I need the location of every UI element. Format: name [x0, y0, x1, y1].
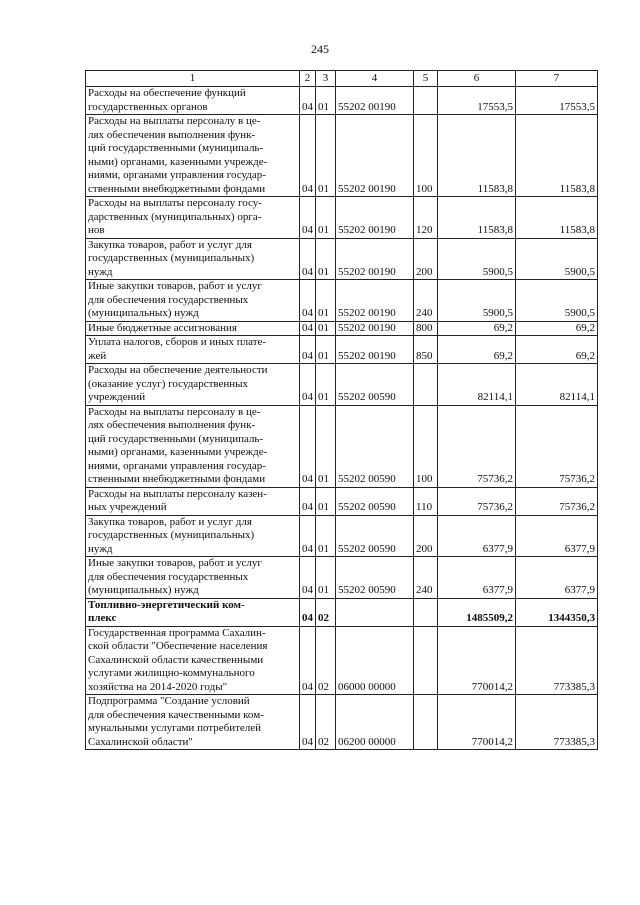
row-subsection: 02	[316, 626, 336, 695]
header-col-4: 4	[336, 71, 414, 87]
row-name: Закупка товаров, работ и услуг для государственных (муниципальных) нужд	[86, 238, 300, 280]
row-expense-type: 240	[414, 557, 438, 599]
row-subsection: 02	[316, 695, 336, 750]
row-amount-2: 773385,3	[516, 626, 598, 695]
row-amount-2: 69,2	[516, 321, 598, 336]
row-expense-type: 240	[414, 280, 438, 322]
row-name: Расходы на выплаты персоналу госу- дарственных (муниципальных) орга- нов	[86, 197, 300, 239]
row-target-code: 55202 00190	[336, 321, 414, 336]
row-amount-1: 69,2	[438, 336, 516, 364]
row-expense-type: 200	[414, 238, 438, 280]
row-subsection: 01	[316, 364, 336, 406]
row-amount-1: 82114,1	[438, 364, 516, 406]
row-target-code: 55202 00190	[336, 280, 414, 322]
row-amount-1: 69,2	[438, 321, 516, 336]
row-section: 04	[300, 87, 316, 115]
row-section: 04	[300, 280, 316, 322]
row-name: Уплата налогов, сборов и иных плате- жей	[86, 336, 300, 364]
row-amount-2: 6377,9	[516, 515, 598, 557]
row-amount-1: 75736,2	[438, 405, 516, 487]
row-subsection: 01	[316, 321, 336, 336]
row-name: Иные закупки товаров, работ и услуг для обеспечения государственных (муниципальных) нужд	[86, 557, 300, 599]
table-row	[86, 238, 598, 280]
row-expense-type: 120	[414, 197, 438, 239]
row-expense-type: 850	[414, 336, 438, 364]
row-section: 04	[300, 336, 316, 364]
row-amount-2: 75736,2	[516, 405, 598, 487]
row-expense-type	[414, 364, 438, 406]
row-name: Закупка товаров, работ и услуг для государственных (муниципальных) нужд	[86, 515, 300, 557]
row-amount-2: 5900,5	[516, 238, 598, 280]
row-section: 04	[300, 557, 316, 599]
row-amount-1: 75736,2	[438, 487, 516, 515]
row-amount-1: 5900,5	[438, 238, 516, 280]
row-target-code: 55202 00190	[336, 336, 414, 364]
row-section: 04	[300, 626, 316, 695]
table-header-row	[86, 71, 598, 87]
row-expense-type: 110	[414, 487, 438, 515]
row-subsection: 01	[316, 197, 336, 239]
row-expense-type: 100	[414, 405, 438, 487]
row-subsection: 01	[316, 238, 336, 280]
row-section: 04	[300, 695, 316, 750]
row-name: Расходы на выплаты персоналу в це- лях обеспечения выполнения функ- ций государственными (муниципаль- ными) органами, казенными учрежде- ниями, органами управления государ- ственными внебюджетными фондами	[86, 115, 300, 197]
row-name: Иные бюджетные ассигнования	[86, 321, 300, 336]
row-expense-type	[414, 87, 438, 115]
row-section: 04	[300, 405, 316, 487]
table-row	[86, 197, 598, 239]
row-amount-1: 770014,2	[438, 626, 516, 695]
row-subsection: 01	[316, 280, 336, 322]
row-amount-1: 6377,9	[438, 515, 516, 557]
row-target-code: 55202 00190	[336, 87, 414, 115]
row-amount-2: 75736,2	[516, 487, 598, 515]
row-subsection: 01	[316, 487, 336, 515]
row-amount-1: 11583,8	[438, 115, 516, 197]
budget-table	[85, 70, 598, 750]
row-subsection: 01	[316, 557, 336, 599]
row-subsection: 01	[316, 115, 336, 197]
table-row	[86, 598, 598, 626]
row-name: Иные закупки товаров, работ и услуг для обеспечения государственных (муниципальных) нужд	[86, 280, 300, 322]
row-expense-type: 200	[414, 515, 438, 557]
table-row	[86, 321, 598, 336]
row-subsection: 01	[316, 87, 336, 115]
table-row	[86, 115, 598, 197]
row-target-code: 06000 00000	[336, 626, 414, 695]
header-col-5: 5	[414, 71, 438, 87]
table-row	[86, 626, 598, 695]
table-row	[86, 487, 598, 515]
row-section: 04	[300, 364, 316, 406]
row-amount-1: 5900,5	[438, 280, 516, 322]
row-section: 04	[300, 598, 316, 626]
header-col-6: 6	[438, 71, 516, 87]
row-target-code: 55202 00590	[336, 364, 414, 406]
row-amount-2: 1344350,3	[516, 598, 598, 626]
row-subsection: 01	[316, 336, 336, 364]
row-amount-2: 11583,8	[516, 115, 598, 197]
row-subsection: 01	[316, 515, 336, 557]
row-name: Подпрограмма "Создание условий для обеспечения качественными ком- мунальными услугами потребителей Сахалинской области"	[86, 695, 300, 750]
table-row	[86, 364, 598, 406]
row-target-code: 06200 00000	[336, 695, 414, 750]
table-row	[86, 557, 598, 599]
row-target-code: 55202 00590	[336, 405, 414, 487]
row-target-code: 55202 00590	[336, 557, 414, 599]
row-target-code: 55202 00190	[336, 197, 414, 239]
header-col-1: 1	[86, 71, 300, 87]
row-section: 04	[300, 487, 316, 515]
row-subsection: 01	[316, 405, 336, 487]
row-name: Расходы на обеспечение функций государственных органов	[86, 87, 300, 115]
row-amount-2: 6377,9	[516, 557, 598, 599]
table-row	[86, 695, 598, 750]
row-amount-2: 82114,1	[516, 364, 598, 406]
row-name: Расходы на выплаты персоналу казен- ных учреждений	[86, 487, 300, 515]
table-row	[86, 280, 598, 322]
row-amount-1: 11583,8	[438, 197, 516, 239]
header-col-2: 2	[300, 71, 316, 87]
row-section: 04	[300, 238, 316, 280]
row-subsection: 02	[316, 598, 336, 626]
row-name: Государственная программа Сахалин- ской области "Обеспечение населения Сахалинской области качественными услугами жилищно-коммунального хозяйства на 2014-2020 годы"	[86, 626, 300, 695]
row-amount-2: 773385,3	[516, 695, 598, 750]
row-section: 04	[300, 321, 316, 336]
page-number: 245	[311, 42, 329, 56]
header-col-3: 3	[316, 71, 336, 87]
row-amount-1: 770014,2	[438, 695, 516, 750]
row-amount-1: 1485509,2	[438, 598, 516, 626]
row-target-code: 55202 00590	[336, 487, 414, 515]
row-section: 04	[300, 197, 316, 239]
row-amount-1: 6377,9	[438, 557, 516, 599]
row-name: Топливно-энергетический ком- плекс	[86, 598, 300, 626]
row-amount-2: 17553,5	[516, 87, 598, 115]
table-row	[86, 336, 598, 364]
row-target-code: 55202 00190	[336, 238, 414, 280]
row-amount-2: 11583,8	[516, 197, 598, 239]
row-amount-1: 17553,5	[438, 87, 516, 115]
row-amount-2: 5900,5	[516, 280, 598, 322]
row-expense-type: 100	[414, 115, 438, 197]
header-col-7: 7	[516, 71, 598, 87]
row-amount-2: 69,2	[516, 336, 598, 364]
row-section: 04	[300, 515, 316, 557]
row-expense-type	[414, 598, 438, 626]
row-expense-type	[414, 626, 438, 695]
row-target-code: 55202 00190	[336, 115, 414, 197]
row-expense-type: 800	[414, 321, 438, 336]
table-row	[86, 405, 598, 487]
table-row	[86, 515, 598, 557]
row-target-code: 55202 00590	[336, 515, 414, 557]
row-section: 04	[300, 115, 316, 197]
row-target-code	[336, 598, 414, 626]
row-expense-type	[414, 695, 438, 750]
table-body	[86, 87, 598, 750]
row-name: Расходы на выплаты персоналу в це- лях обеспечения выполнения функ- ций государственными (муниципаль- ными) органами, казенными учрежде- ниями, органами управления государ- ственными внебюджетными фондами	[86, 405, 300, 487]
row-name: Расходы на обеспечение деятельности (оказание услуг) государственных учреждений	[86, 364, 300, 406]
table-row	[86, 87, 598, 115]
